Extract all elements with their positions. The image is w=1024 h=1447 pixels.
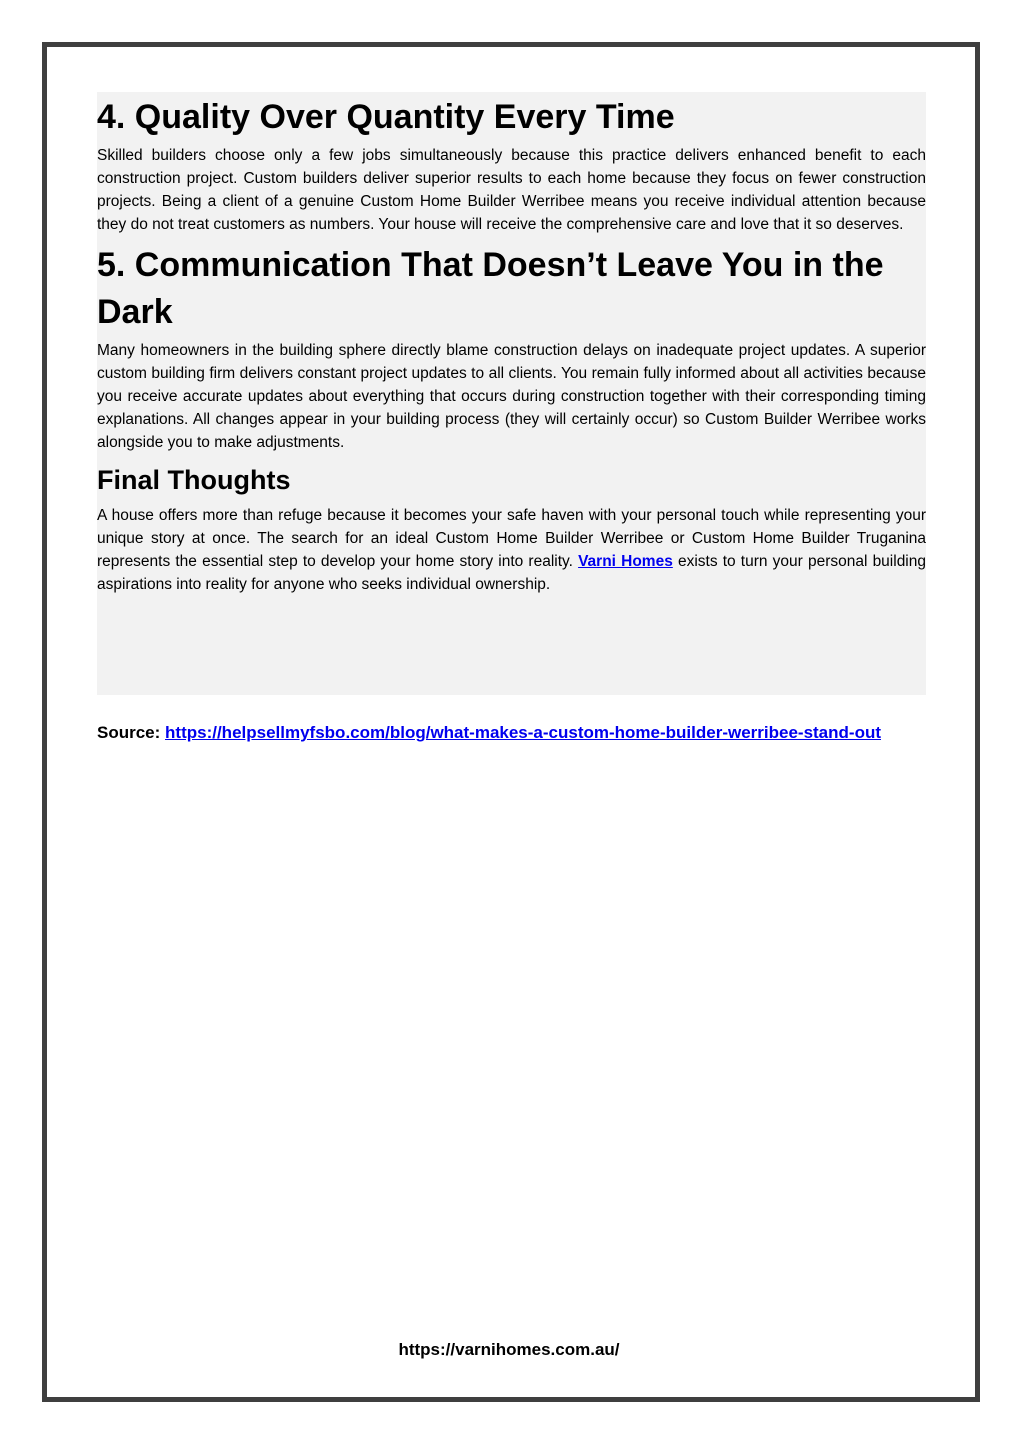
final-thoughts-text-after-link: exists to turn your personal building aspirations into reality for anyone who seeks individual ownership. <box>97 553 926 593</box>
article-content <box>97 92 926 602</box>
section-body-communication: Many homeowners in the building sphere directly blame construction delays on inadequate project updates. A superior custom building firm delivers constant project updates to all clients. You remain fully informed about all activities because you receive accurate updates about everything that occurs during construction together with their corresponding timing explanations. All changes appear in your building process (they will certainly occur) so Custom Builder Werribee works alongside you to make adjustments. <box>97 342 926 451</box>
section-heading-quality: 4. Quality Over Quantity Every Time <box>97 98 675 136</box>
source-line <box>97 720 926 746</box>
varni-homes-link[interactable]: Varni Homes <box>578 553 673 570</box>
final-thoughts-text-before-link: A house offers more than refuge because it becomes your safe haven with your personal touch while representing your unique story at once. The search for an ideal Custom Home Builder Werribee or Custom Home Builder Truganina represents the essential step to develop your home story into reality. <box>97 507 926 570</box>
section-heading-communication: 5. Communication That Doesn’t Leave You in the Dark <box>97 246 884 331</box>
section-heading-final-thoughts: Final Thoughts <box>97 465 291 495</box>
section-body-final-thoughts <box>97 504 926 596</box>
source-label: Source: <box>97 723 161 742</box>
footer-website-url: https://varnihomes.com.au/ <box>398 1340 620 1359</box>
section-body-quality: Skilled builders choose only a few jobs simultaneously because this practice delivers enhanced benefit to each construction project. Custom builders deliver superior results to each home because they focus on fewer construction projects. Being a client of a genuine Custom Home Builder Werribee means you receive individual attention because they do not treat customers as numbers. Your house will receive the comprehensive care and love that it so deserves. <box>97 147 926 233</box>
source-url-link[interactable]: https://helpsellmyfsbo.com/blog/what-makes-a-custom-home-builder-werribee-stand-out <box>165 723 881 742</box>
